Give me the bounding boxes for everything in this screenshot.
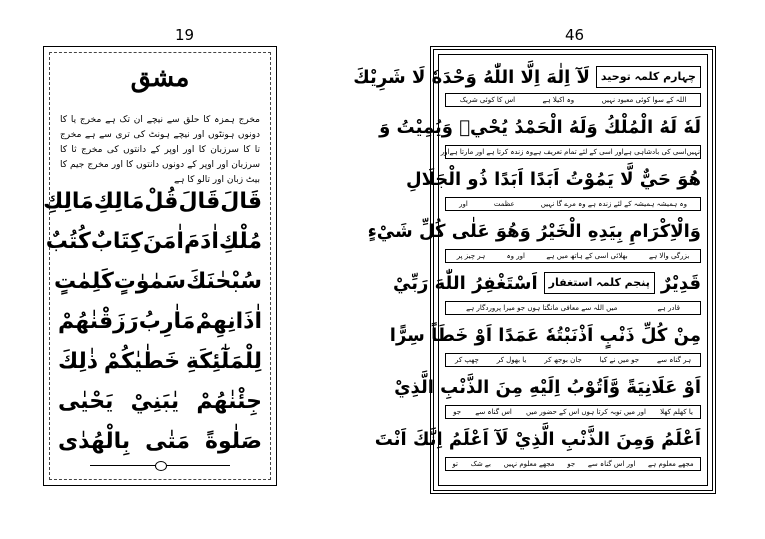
- right-page-inner-border: [353, 54, 708, 486]
- translation-segment: اور اس گناہ سے: [587, 460, 636, 468]
- arabic-line: [393, 269, 701, 297]
- left-page-number: 19: [175, 26, 195, 44]
- translation-segment: اور: [459, 200, 468, 208]
- arabic-text: لَآ اِلٰهَ اِلَّا اللّٰهُ وَحْدَهٗ لَا شَرِيْكَ: [353, 66, 590, 88]
- practice-word: اٰدَمَ: [183, 228, 219, 254]
- translation-segment: اسی کی بادشاہی ہے: [623, 148, 687, 156]
- arabic-line: [367, 217, 701, 245]
- translation-segment: قادر ہے: [657, 304, 680, 312]
- word-row: [58, 341, 262, 381]
- kalima5-label: پنجم کلمہ استغفار: [544, 272, 655, 294]
- translation-segment: یا بھول کر: [496, 356, 527, 364]
- practice-word: بِالْهُدٰى: [58, 428, 131, 454]
- translation-segment: جو: [567, 460, 576, 468]
- practice-word: يَحْيٰى: [58, 388, 114, 414]
- arabic-text: هُوَ حَيٌّ لَّا يَمُوْتُ اَبَدًا اَبَدًا ذُو الْجَلَالِ: [405, 168, 701, 190]
- translation-segment: ہر چیز پر: [456, 252, 486, 260]
- translation-segment: اور میں توبہ کرتا ہوں اس کے حضور میں: [525, 408, 646, 416]
- practice-word: مُلْكِ: [218, 228, 262, 254]
- practice-word: سُبْحٰنَكَ: [186, 268, 262, 294]
- translation-segment: مجھے معلوم ہے: [648, 460, 694, 468]
- left-page-inner-border: [43, 52, 271, 480]
- translation-segment: بھلائی اسی کے ہاتھ میں ہے: [546, 252, 628, 260]
- translation-segment: ہر گناہ سے: [657, 356, 692, 364]
- translation-segment: اور اسی کے لئے تمام تعریف ہے: [533, 148, 624, 156]
- translation-line: [445, 197, 701, 211]
- kalima4-label: چہارم کلمہ توحید: [596, 66, 701, 88]
- translation-segment: بزرگی والا ہے: [649, 252, 690, 260]
- practice-word: قُلْ: [144, 188, 179, 214]
- translation-segment: اور: [440, 148, 450, 156]
- translation-segment: بے شک: [470, 460, 491, 468]
- word-row: [58, 421, 262, 461]
- translation-segment: اللہ کے سوا کوئی معبود نہیں: [601, 96, 687, 104]
- practice-word: كِتَابٌ: [90, 228, 143, 254]
- translation-segment: اس کا کوئی شریک: [459, 96, 516, 104]
- word-grid: [43, 181, 262, 461]
- word-row: [45, 221, 262, 261]
- word-row: [53, 261, 262, 301]
- translation-line: [445, 93, 701, 107]
- translation-line: [445, 249, 701, 263]
- practice-word: اٰمَنَ: [142, 228, 184, 254]
- translation-segment: تو: [452, 460, 458, 468]
- translation-segment: وہ زندہ کرتا ہے اور مارتا ہے: [449, 148, 534, 156]
- arabic-text: اَسْتَغْفِرُ اللّٰهَ رَبِّيْ: [393, 272, 538, 294]
- arabic-text: اَوْ عَلَانِيَةً وَّاَتُوْبُ اِلَيْهِ مِنَ الذَّنْبِ الَّذِيْ: [394, 376, 701, 398]
- arabic-line: [374, 425, 701, 453]
- word-row: [58, 301, 262, 341]
- translation-line: [445, 405, 701, 419]
- practice-word: سَمٰوٰتٍ: [113, 268, 187, 294]
- practice-word: يٰبَنِيْ: [130, 388, 180, 414]
- arabic-line: [394, 373, 701, 401]
- right-page: [353, 46, 716, 494]
- practice-word: خَطٰيٰكُمْ: [103, 348, 181, 374]
- translation-segment: نہیں: [686, 148, 700, 156]
- practice-word: كَلِمٰتٍ: [53, 268, 114, 294]
- right-page-number: 46: [565, 26, 585, 44]
- practice-word: اٰذَانِهِمْ: [195, 308, 262, 334]
- translation-segment: جو: [453, 408, 462, 416]
- translation-line: [440, 145, 701, 159]
- practice-word: ذٰلِكَ: [58, 348, 99, 374]
- arabic-line: [389, 321, 701, 349]
- lesson-title: مشق: [130, 63, 190, 93]
- arabic-text: قَدِيْرٌ: [660, 272, 701, 294]
- left-page: [43, 46, 277, 486]
- translation-segment: جان بوجھ کر: [544, 356, 582, 364]
- practice-word: رَزَقْنٰهُمْ: [58, 308, 139, 334]
- translation-segment: عظمت: [493, 200, 515, 208]
- translation-segment: اور وہ: [506, 252, 525, 260]
- practice-word: مَالِكِ: [43, 188, 94, 214]
- translation-segment: یا کھلم کھلا: [660, 408, 693, 416]
- arabic-text: مِنْ كُلِّ ذَنْبٍ اَذْنَبْتُهٗ عَمَدًا اَوْ خَطَاً سِرًّا: [389, 324, 701, 346]
- word-row: [43, 181, 262, 221]
- practice-word: قَالَ: [178, 188, 221, 214]
- intro-paragraph: مخرج ہمزہ کا حلق سے نیچے ان تک ہے مخرج یا کا دونوں ہونٹوں اور نیچے ہونٹ کی تری سے ہے مخرج تا کا سرزبان کا اور اوپر کے دانتوں کی مخرج ثا کا سرزبان اور اوپر کے دونوں دانتوں کا اور مخرج جیم کا بیٹ زبان اور تالو کا ہے: [60, 115, 260, 185]
- translation-segment: وہ اکیلا ہے: [542, 96, 575, 104]
- practice-word: كُتُبٌ: [45, 228, 91, 254]
- ornament-circle-icon: [155, 461, 167, 471]
- practice-word: مَتٰى: [145, 428, 191, 454]
- practice-word: مَاٰرِبُ: [138, 308, 196, 334]
- practice-word: لِلْمَلٰٓئِكَةِ: [185, 348, 262, 374]
- translation-segment: جو میں نے کیا: [599, 356, 640, 364]
- translation-line: [445, 457, 701, 471]
- practice-word: قَالَ: [220, 188, 262, 214]
- arabic-line: [353, 63, 701, 91]
- arabic-line: [405, 165, 701, 193]
- word-row: [58, 381, 262, 421]
- arabic-line: [379, 113, 701, 141]
- arabic-text: لَهٗ لَهُ الْمُلْكُ وَلَهُ الْحَمْدُ يُحْيٖ وَيُمِيْتُ وَ: [379, 116, 701, 138]
- translation-segment: مجھے معلوم نہیں: [503, 460, 555, 468]
- practice-word: جِئْنٰهُمْ: [196, 388, 262, 414]
- translation-line: [445, 301, 701, 315]
- translation-segment: وہ ہمیشہ ہمیشہ کے لئے زندہ ہے وہ مرے گا نہیں: [540, 200, 687, 208]
- translation-segment: اس گناہ سے: [475, 408, 512, 416]
- practice-word: مَالِكِ: [93, 188, 145, 214]
- practice-word: صَلٰوةً: [204, 428, 262, 454]
- translation-segment: میں اللہ سے معافی مانگتا ہوں جو میرا پروردگار ہے: [466, 304, 618, 312]
- arabic-text: وَالْاِكْرَامِ بِيَدِهِ الْخَيْرُ وَهُوَ عَلٰى كُلِّ شَيْءٍ: [367, 220, 701, 242]
- translation-segment: چھپ کر: [454, 356, 479, 364]
- arabic-text: اَعْلَمُ وَمِنَ الذَّنْبِ الَّذِيْ لَآ اَعْلَمُ اِنَّكَ اَنْتَ: [374, 428, 701, 450]
- bottom-ornament: [90, 461, 230, 471]
- translation-line: [445, 353, 701, 367]
